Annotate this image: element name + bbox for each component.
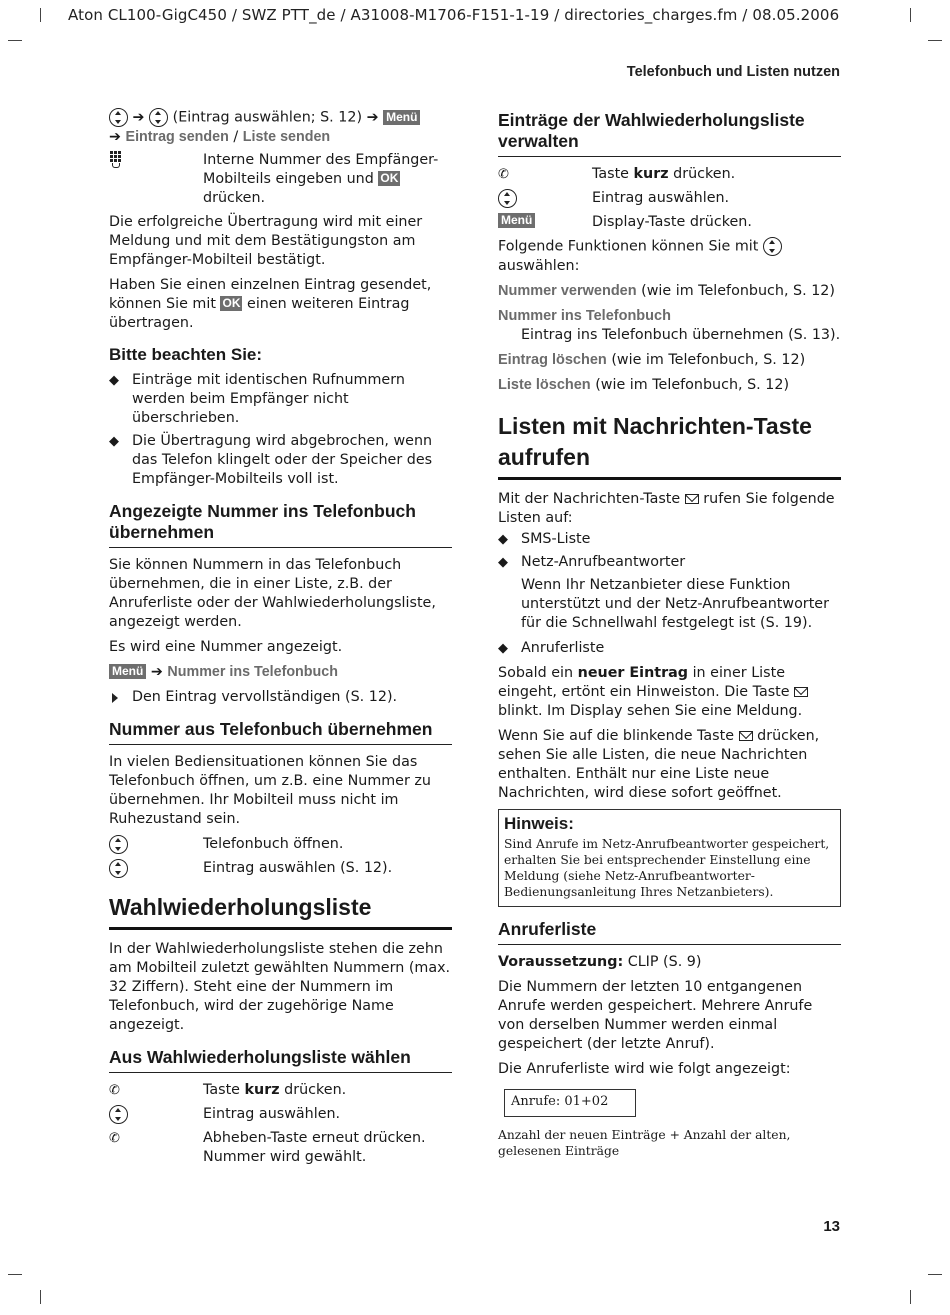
paragraph-es-wird: Es wird eine Nummer angezeigt. [109,638,343,655]
text-bold: Voraussetzung: [498,953,624,970]
message-key-icon [685,494,699,504]
paragraph-nummern: Die Nummern der letzten 10 entgangenen Anrufe werden gespeichert. Mehrere Anrufe von derselben Nummer werden einmal gespeichert (der letzte Anruf). [498,978,813,1052]
nav-text: (Eintrag auswählen; S. 12) [172,109,363,126]
paragraph-wenn [498,727,841,803]
paragraph-wwl: In der Wahlwiederholungsliste stehen die zehn am Mobilteil zuletzt gewählten Nummern (max. 32 Ziffern). Steht eine der Nummern im Telefonbuch, wird der zugehörige Name angezeigt. [109,940,451,1033]
page-number: 13 [823,1218,840,1235]
step-text: Eintrag auswählen (S. 12). [203,859,393,876]
requirement [498,953,841,972]
option-label: Nummer verwenden [498,282,637,299]
crop-mark [40,1290,41,1304]
text: Haben Sie einen einzelnen Eintrag gesendet, können Sie mit [109,276,432,312]
crop-mark [8,40,22,41]
option-text: (wie im Telefonbuch, S. 12) [641,282,835,299]
text: drücken. [673,166,736,182]
heading-aus-wwl-waehlen: Aus Wahlwiederholungsliste wählen [109,1047,452,1073]
arrow-icon: ➔ [150,663,163,680]
menu-item-eintrag-senden: Eintrag senden [125,128,229,145]
option-label: Liste löschen [498,376,591,393]
crop-mark [40,8,41,22]
nav-key-icon [109,859,128,878]
text-bold: kurz [244,1081,280,1098]
text-bold: kurz [633,166,669,182]
step-complete-entry: Den Eintrag vervollständigen (S. 12). [109,688,452,707]
step-select-entry [109,1105,452,1124]
hint-title: Hinweis: [504,813,574,833]
hint-box [498,809,841,907]
paragraph-sobald [498,664,841,721]
crop-mark [928,1274,942,1275]
option-label: Eintrag löschen [498,351,607,368]
list-item: ◆ Einträge mit identischen Rufnummern werden beim Empfänger nicht überschrieben. [109,371,452,428]
paragraph-angezeigt: Die Anruferliste wird wie folgt angezeigt: [498,1060,791,1077]
crop-mark [910,8,911,22]
step-display-key [498,213,841,232]
phone-key-icon: ✆ [109,1082,120,1098]
text: CLIP (S. 9) [627,953,702,970]
section-title: Telefonbuch und Listen nutzen [626,64,840,80]
display-caption: Anzahl der neuen Einträge + Anzahl der alten, gelesenen Einträge [498,1127,791,1158]
step-text: drücken. [203,189,266,206]
nav-key-icon [149,108,168,127]
option-nummer-ins-telefonbuch [498,307,841,345]
nav-instruction [109,108,452,128]
heading-listen-nachrichten-taste: Listen mit Nachrichten-Taste aufrufen [498,411,841,480]
message-key-icon [739,731,753,741]
nav-key-icon [109,1105,128,1124]
keypad-step [109,151,452,208]
lists-list [498,530,841,572]
option-label: Nummer ins Telefonbuch [498,307,671,324]
text: Folgende Funktionen können Sie mit [498,238,759,255]
arrow-icon: ➔ [109,128,121,145]
crop-mark [910,1290,911,1304]
ok-key: OK [222,296,241,310]
heading-wwl-verwalten: Einträge der Wahlwiederholungsliste verwalten [498,110,841,157]
right-column [498,108,841,1159]
arrow-icon: ➔ [366,109,379,126]
text: Taste [203,1081,240,1098]
note-list [109,371,452,489]
left-column [109,108,452,1172]
lists-list [498,639,841,658]
step-text: Interne Nummer des Empfänger-Mobilteils eingeben und [203,151,439,187]
step-press-key [109,1081,452,1100]
text: Sobald ein [498,664,574,681]
step-text: Eintrag auswählen. [592,190,730,206]
text: Mit der Nachrichten-Taste [498,490,681,507]
menu-key: Menü [109,664,146,679]
menu-item-nummer-ins-telefonbuch: Nummer ins Telefonbuch [167,663,338,680]
text: blinkt. Im Display sehen Sie eine Meldung. [498,702,803,719]
menu-key: Menü [383,110,420,125]
note-title: Bitte beachten Sie: [109,344,263,364]
nav-key-icon [498,189,517,208]
step-open-phonebook [109,835,452,854]
option-text: (wie im Telefonbuch, S. 12) [595,376,790,393]
text: auswählen: [498,257,580,274]
phone-key-icon: ✆ [498,167,509,182]
option-eintrag-loeschen [498,351,841,370]
heading-nummer-aus-telefonbuch: Nummer aus Telefonbuch übernehmen [109,719,452,745]
step-redial [109,1129,452,1167]
list-item: ◆ Anruferliste [498,639,841,658]
list-item-label: Netz-Anrufbeantworter [521,553,686,570]
message-key-icon [794,687,808,697]
phone-key-icon: ✆ [109,1130,120,1146]
option-text: (wie im Telefonbuch, S. 12) [611,351,806,368]
text-bold: neuer Eintrag [577,664,689,681]
menu-separator: / [233,128,239,145]
hint-text: Sind Anrufe im Netz-Anrufbeantworter gespeichert, erhalten Sie bei entsprechender Einstellung eine Meldung (siehe Netz-Anrufbeantworter-Bedienungsanleitung Ihres Netzanbieters). [504,836,830,899]
text: rufen Sie folgende Listen auf: [498,490,835,526]
heading-angezeigte-nummer: Angezeigte Nummer ins Telefonbuch übernehmen [109,501,452,548]
menu-key: Menü [498,213,535,228]
text: Wenn Sie auf die blinkende Taste [498,727,735,744]
nav-key-icon [109,835,128,854]
netz-description: Wenn Ihr Netzanbieter diese Funktion unterstützt und der Netz-Anrufbeantworter für die Schnellwahl festgelegt ist (S. 19). [521,576,829,631]
paragraph-functions [498,237,841,276]
list-item [498,553,841,572]
text: Taste [592,166,629,182]
option-text: Eintrag ins Telefonbuch übernehmen (S. 13). [521,326,841,343]
list-item: ◆ SMS-Liste [498,530,841,549]
nav-key-icon [109,108,128,127]
list-item: ◆ Die Übertragung wird abgebrochen, wenn das Telefon klingelt oder der Speicher des Empfänger-Mobilteils voll ist. [109,432,452,489]
ok-key: OK [380,171,399,185]
keypad-icon [109,151,125,168]
step-select-entry [109,859,452,878]
crop-mark [8,1274,22,1275]
option-nummer-verwenden [498,282,841,301]
step-text: Eintrag auswählen. [203,1105,341,1122]
menu-item-liste-senden: Liste senden [242,128,331,145]
running-head: Aton CL100-GigC450 / SWZ PTT_de / A31008-M1706-F151-1-19 / directories_charges.fm / 08.05.2006 [68,6,840,24]
paragraph-success: Die erfolgreiche Übertragung wird mit einer Meldung und mit dem Bestätigungston am Empfänger-Mobilteil bestätigt. [109,213,423,268]
menu-path [109,663,452,682]
menu-path [109,128,452,147]
nav-key-icon [763,237,782,256]
text: drücken, sehen Sie alle Listen, die neue Nachrichten enthalten. Enthält nur eine Liste neue Nachrichten, wird diese sofort geöffnet. [498,727,820,801]
step-text: Display-Taste drücken. [592,214,752,230]
paragraph-angezeigte: Sie können Nummern in das Telefonbuch übernehmen, die in einer Liste, z.B. der Anruferliste oder der Wahlwiederholungsliste, angezeigt werden. [109,556,436,630]
crop-mark [928,40,942,41]
heading-wahlwiederholungsliste: Wahlwiederholungsliste [109,892,452,930]
text: einen weiteren Eintrag übertragen. [109,295,410,331]
arrow-icon: ➔ [132,109,145,126]
step-press-key [498,165,841,184]
display-preview: Anrufe: 01+02 [504,1089,636,1117]
paragraph-listen [498,490,841,528]
step-text: Abheben-Taste erneut drücken. Nummer wird gewählt. [203,1129,426,1165]
text: in einer Liste eingeht, ertönt ein Hinweiston. Die Taste [498,664,790,700]
heading-anruferliste: Anruferliste [498,919,841,945]
step-select-entry [498,189,841,208]
paragraph-nummer-aus: In vielen Bediensituationen können Sie das Telefonbuch öffnen, um z.B. eine Nummer zu übernehmen. Ihr Mobilteil muss nicht im Ruhezustand sein. [109,753,431,827]
step-text: Telefonbuch öffnen. [203,835,344,852]
option-liste-loeschen [498,376,841,395]
paragraph-single [109,276,452,333]
text: drücken. [284,1081,347,1098]
